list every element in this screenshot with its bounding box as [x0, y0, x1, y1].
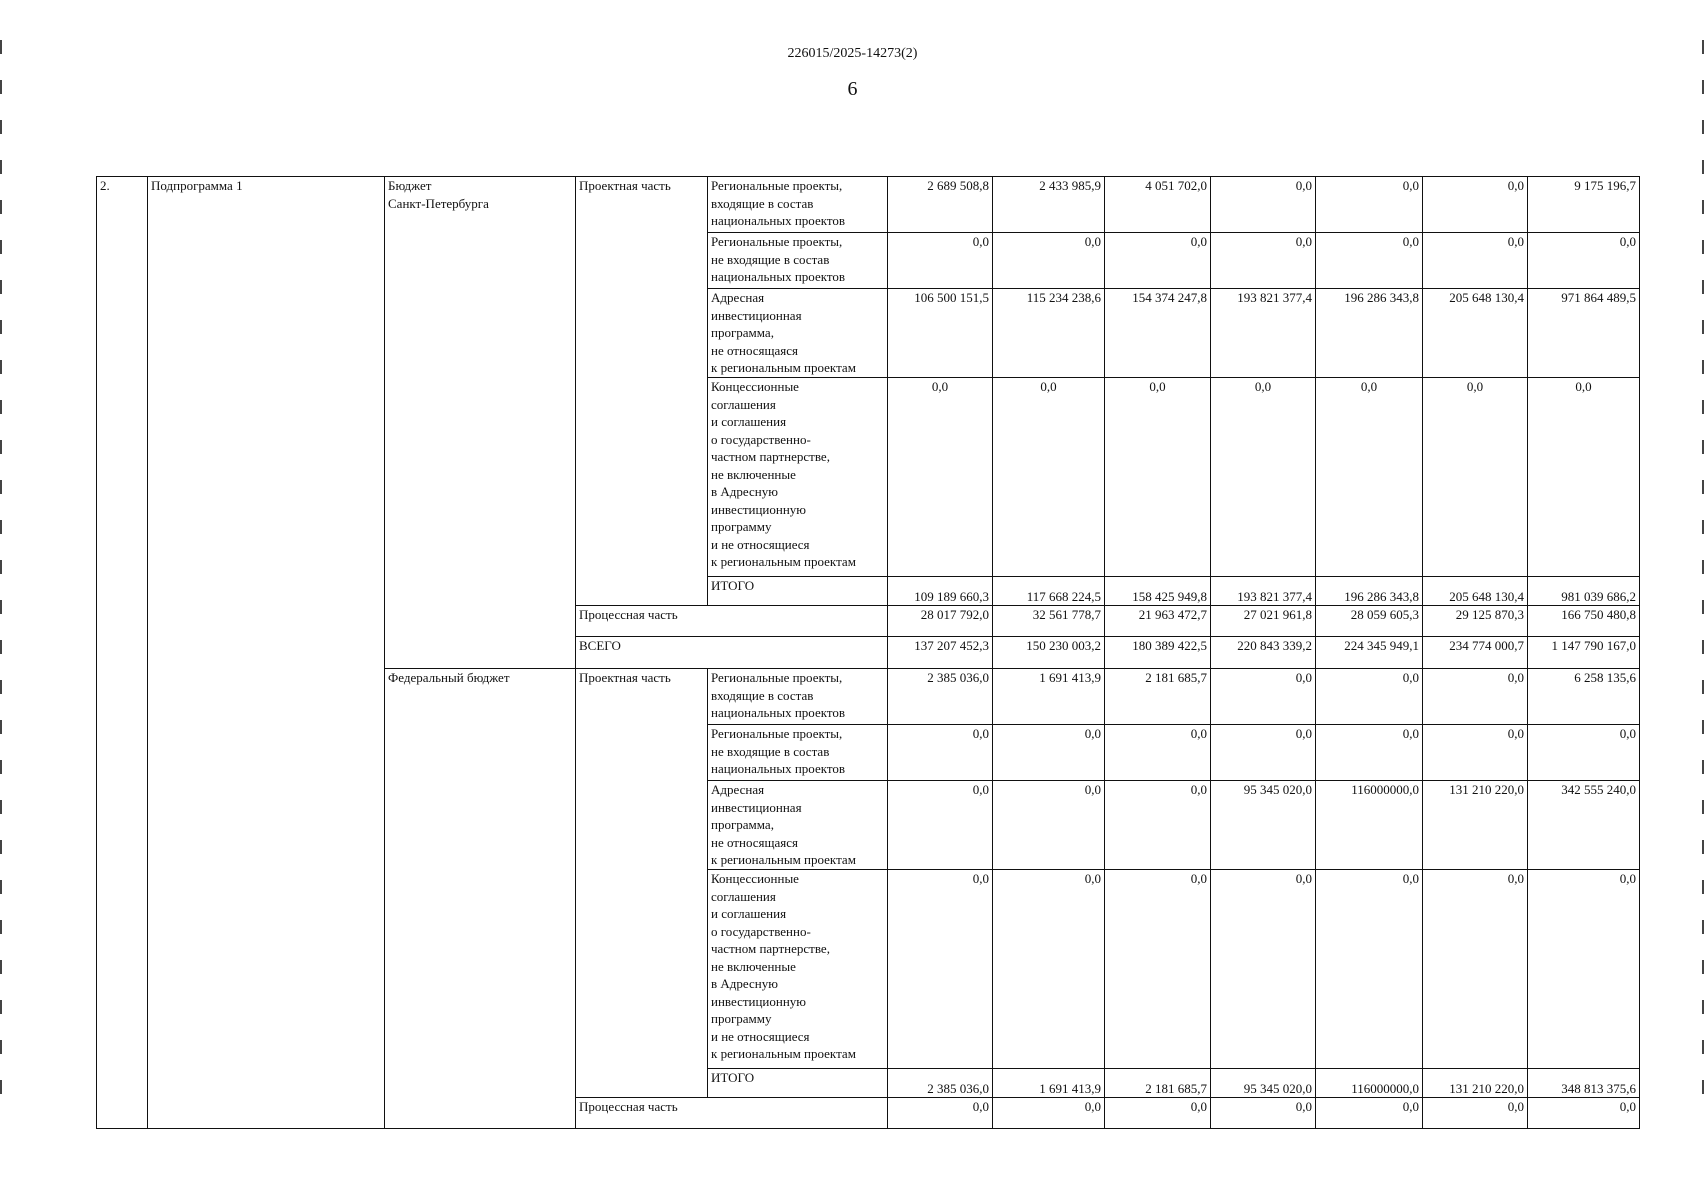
value-cell: 0,0: [1528, 870, 1640, 1069]
value-cell: 205 648 130,4: [1423, 577, 1528, 606]
value-cell: 0,0: [1316, 177, 1423, 233]
value-cell: 0,0: [1105, 233, 1211, 289]
value-cell: 0,0: [1211, 1098, 1316, 1129]
value-cell: 32 561 778,7: [993, 606, 1105, 637]
value-cell: 0,0: [888, 725, 993, 781]
value-cell: 131 210 220,0: [1423, 1069, 1528, 1098]
value-cell: 0,0: [1316, 870, 1423, 1069]
document-number: 226015/2025-14273(2): [787, 46, 918, 61]
subprogram-name: Подпрограмма 1: [148, 177, 385, 1129]
value-cell: 224 345 949,1: [1316, 637, 1423, 669]
value-cell: 220 843 339,2: [1211, 637, 1316, 669]
value-cell: 971 864 489,5: [1528, 289, 1640, 378]
value-cell: 0,0: [1211, 177, 1316, 233]
value-cell: 981 039 686,2: [1528, 577, 1640, 606]
line-description: Региональные проекты, не входящие в состав национальных проектов: [708, 233, 888, 289]
value-cell: 154 374 247,8: [1105, 289, 1211, 378]
value-cell: 0,0: [1528, 233, 1640, 289]
line-description: ИТОГО: [708, 1069, 888, 1098]
value-cell: 342 555 240,0: [1528, 781, 1640, 870]
total-label: ВСЕГО: [576, 637, 888, 669]
value-cell: 109 189 660,3: [888, 577, 993, 606]
value-cell: 0,0: [888, 233, 993, 289]
value-cell: 6 258 135,6: [1528, 669, 1640, 725]
value-cell: 2 689 508,8: [888, 177, 993, 233]
line-description: Концессионные соглашения и соглашения о государственно- частном партнерстве, не включенные в Адресную инвестиционную программу и не относящиеся к региональным проектам: [708, 870, 888, 1069]
value-cell: 116000000,0: [1316, 781, 1423, 870]
value-cell: 1 691 413,9: [993, 1069, 1105, 1098]
value-cell: 0,0: [888, 1098, 993, 1129]
value-cell: 0,0: [1211, 725, 1316, 781]
value-cell: 95 345 020,0: [1211, 1069, 1316, 1098]
value-cell: 21 963 472,7: [1105, 606, 1211, 637]
line-description: Адресная инвестиционная программа, не относящаяся к региональным проектам: [708, 289, 888, 378]
row-number: 2.: [97, 177, 148, 1129]
value-cell: 0,0: [1105, 725, 1211, 781]
value-cell: 234 774 000,7: [1423, 637, 1528, 669]
value-cell: 1 691 413,9: [993, 669, 1105, 725]
line-description: Региональные проекты, входящие в состав национальных проектов: [708, 669, 888, 725]
value-cell: 193 821 377,4: [1211, 577, 1316, 606]
value-cell: 0,0: [993, 233, 1105, 289]
value-cell: 158 425 949,8: [1105, 577, 1211, 606]
value-cell: 0,0: [1423, 725, 1528, 781]
value-cell: 0,0: [1316, 378, 1423, 577]
value-cell: 166 750 480,8: [1528, 606, 1640, 637]
table-row: [97, 177, 1640, 233]
value-cell: 196 286 343,8: [1316, 577, 1423, 606]
project-part-label: Проектная часть: [576, 177, 708, 606]
value-cell: 106 500 151,5: [888, 289, 993, 378]
left-edge-mark: [0, 40, 2, 1120]
value-cell: 0,0: [1316, 233, 1423, 289]
value-cell: 0,0: [1211, 669, 1316, 725]
value-cell: 0,0: [1316, 725, 1423, 781]
process-part-label: Процессная часть: [576, 1098, 888, 1129]
value-cell: 27 021 961,8: [1211, 606, 1316, 637]
value-cell: 2 181 685,7: [1105, 1069, 1211, 1098]
value-cell: 348 813 375,6: [1528, 1069, 1640, 1098]
value-cell: 117 668 224,5: [993, 577, 1105, 606]
value-cell: 0,0: [888, 870, 993, 1069]
value-cell: 115 234 238,6: [993, 289, 1105, 378]
value-cell: 196 286 343,8: [1316, 289, 1423, 378]
value-cell: 193 821 377,4: [1211, 289, 1316, 378]
value-cell: 0,0: [1423, 870, 1528, 1069]
value-cell: 0,0: [1528, 725, 1640, 781]
line-description: Адресная инвестиционная программа, не относящаяся к региональным проектам: [708, 781, 888, 870]
value-cell: 2 385 036,0: [888, 1069, 993, 1098]
value-cell: 0,0: [1423, 669, 1528, 725]
value-cell: 0,0: [1211, 378, 1316, 577]
value-cell: 0,0: [1423, 177, 1528, 233]
value-cell: 2 181 685,7: [1105, 669, 1211, 725]
value-cell: 137 207 452,3: [888, 637, 993, 669]
value-cell: 0,0: [1105, 870, 1211, 1069]
value-cell: 0,0: [993, 870, 1105, 1069]
value-cell: 205 648 130,4: [1423, 289, 1528, 378]
value-cell: 0,0: [1423, 1098, 1528, 1129]
process-part-label: Процессная часть: [576, 606, 888, 637]
value-cell: 0,0: [993, 781, 1105, 870]
value-cell: 0,0: [1423, 378, 1528, 577]
value-cell: 2 433 985,9: [993, 177, 1105, 233]
value-cell: 0,0: [1105, 1098, 1211, 1129]
line-description: Концессионные соглашения и соглашения о государственно- частном партнерстве, не включенные в Адресную инвестиционную программу и не относящиеся к региональным проектам: [708, 378, 888, 577]
value-cell: 4 051 702,0: [1105, 177, 1211, 233]
value-cell: 0,0: [1423, 233, 1528, 289]
value-cell: 180 389 422,5: [1105, 637, 1211, 669]
value-cell: 0,0: [993, 378, 1105, 577]
value-cell: 1 147 790 167,0: [1528, 637, 1640, 669]
value-cell: 9 175 196,7: [1528, 177, 1640, 233]
value-cell: 131 210 220,0: [1423, 781, 1528, 870]
value-cell: 0,0: [1528, 1098, 1640, 1129]
value-cell: 0,0: [888, 781, 993, 870]
value-cell: 28 017 792,0: [888, 606, 993, 637]
value-cell: 28 059 605,3: [1316, 606, 1423, 637]
value-cell: 0,0: [888, 378, 993, 577]
value-cell: 150 230 003,2: [993, 637, 1105, 669]
line-description: Региональные проекты, входящие в состав национальных проектов: [708, 177, 888, 233]
value-cell: 0,0: [1105, 378, 1211, 577]
right-edge-mark: [1702, 40, 1704, 1120]
value-cell: 0,0: [1105, 781, 1211, 870]
value-cell: 0,0: [1528, 378, 1640, 577]
value-cell: 116000000,0: [1316, 1069, 1423, 1098]
value-cell: 0,0: [1316, 1098, 1423, 1129]
line-description: Региональные проекты, не входящие в состав национальных проектов: [708, 725, 888, 781]
funding-source: Бюджет Санкт-Петербурга: [385, 177, 576, 669]
value-cell: 0,0: [1211, 870, 1316, 1069]
value-cell: 0,0: [993, 1098, 1105, 1129]
value-cell: 2 385 036,0: [888, 669, 993, 725]
value-cell: 0,0: [993, 725, 1105, 781]
value-cell: 0,0: [1316, 669, 1423, 725]
value-cell: 95 345 020,0: [1211, 781, 1316, 870]
line-description: ИТОГО: [708, 577, 888, 606]
funding-source: Федеральный бюджет: [385, 669, 576, 1129]
value-cell: 29 125 870,3: [1423, 606, 1528, 637]
page-number: 6: [847, 78, 858, 100]
project-part-label: Проектная часть: [576, 669, 708, 1098]
value-cell: 0,0: [1211, 233, 1316, 289]
budget-table: [96, 176, 1640, 1129]
